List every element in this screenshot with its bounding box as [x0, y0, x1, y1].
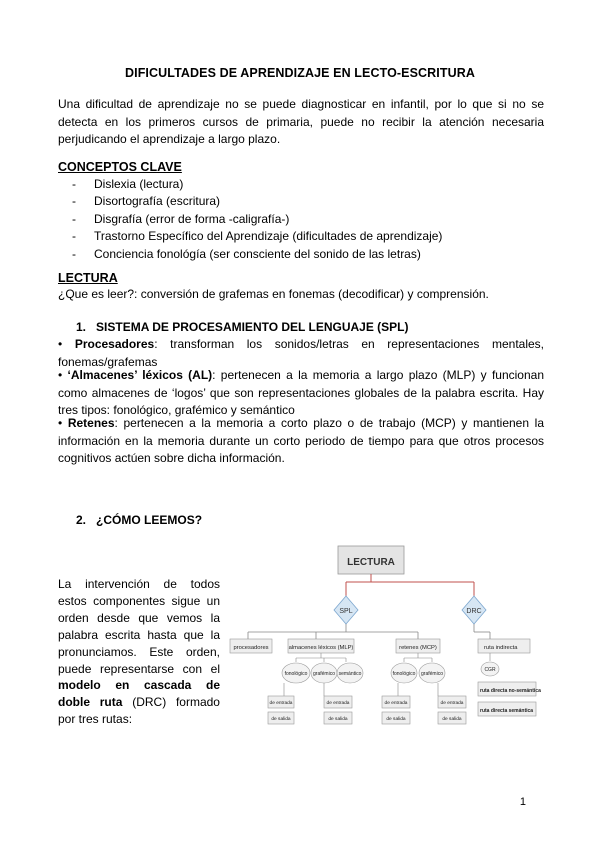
page-title: DIFICULTADES DE APRENDIZAJE EN LECTO-ESCRITURA [125, 66, 475, 80]
retenes-paragraph: • Retenes: pertenecen a la memoria a corto plazo o de trabajo (MCP) y mantienen la información en la memoria durante un corto periodo de tiempo para que otros procesos cognitivos actúen sobre dicha información. [58, 416, 544, 465]
ruta-indirecta-label: ruta indirecta [484, 645, 518, 651]
procesadores-label: procesadores [233, 645, 269, 651]
list-item: - Trastorno Específico del Aprendizaje (dificultades de aprendizaje) [72, 229, 443, 244]
section2-paragraph: La intervención de todos estos componentes sigue un orden desde que vemos la palabra escrita hasta que la pronunciamos. Este orden, puede representarse con el modelo en cascada de doble ruta (DRC) formado por tres rutas: [58, 577, 220, 727]
salida-label: de salida [386, 717, 406, 722]
ruta-semantica-label: ruta directa semántica [480, 708, 534, 714]
list-item: - Disgrafía (error de forma -caligrafía-) [72, 211, 290, 226]
salida-label: de salida [271, 717, 291, 722]
page-number: 1 [519, 796, 526, 808]
grafemico2-label: grafémico [421, 671, 443, 677]
salida-label: de salida [328, 717, 348, 722]
section1-heading: 1. SISTEMA DE PROCESAMIENTO DEL LENGUAJE (SPL) [76, 320, 409, 334]
cgr-label: CGR [484, 667, 496, 673]
salida-label: de salida [442, 717, 462, 722]
drc-label: DRC [466, 608, 482, 615]
list-item: - Disortografía (escritura) [72, 194, 221, 209]
list-item: - Conciencia fonológía (ser consciente del sonido de las letras) [72, 246, 421, 261]
concepts-heading: CONCEPTOS CLAVE [58, 160, 182, 174]
almacenes-paragraph: • ‘Almacenes’ léxicos (AL): pertenecen a la memoria a largo plazo (MLP) y funcionan como almacenes de ‘logos’ que son representaciones globales de la palabra escrita. Hay tres tipos: fonológico, grafémico y semántico [58, 368, 544, 417]
ruta-no-semantica-label: ruta directa no-semántica [480, 688, 541, 694]
lectura-question: ¿Que es leer?: conversión de grafemas en fonemas (decodificar) y comprensión. [58, 287, 489, 301]
procesadores-paragraph: • Procesadores: transforman los sonidos/letras en representaciones mentales, fonemas/grafemas [58, 337, 544, 369]
intro-paragraph: Una dificultad de aprendizaje no se puede diagnosticar en infantil, por lo que si no se detecta en los primeros cursos de primaria, puede no recibir la atención necesaria perjudicando el aprendizaje a largo plazo. [58, 97, 544, 146]
list-item: - Dislexia (lectura) [72, 177, 184, 191]
entrada-label: de entrada [269, 701, 293, 706]
spl-label: SPL [339, 608, 353, 615]
entrada-label: de entrada [326, 701, 350, 706]
concepts-list [72, 176, 442, 263]
section2-heading: 2. ¿CÓMO LEEMOS? [76, 513, 203, 527]
retenes-label: retenes (MCP) [399, 645, 437, 651]
lectura-label: LECTURA [347, 557, 395, 568]
semantico-label: semántico [338, 671, 362, 677]
lectura-heading: LECTURA [58, 271, 118, 285]
fonologico2-label: fonológico [392, 671, 416, 677]
fonologico-label: fonológico [284, 671, 308, 677]
entrada-label: de entrada [440, 701, 464, 706]
entrada-label: de entrada [384, 701, 408, 706]
almacenes-label: almacenes léxicos (MLP) [288, 645, 354, 651]
drc-diagram [228, 540, 548, 740]
grafemico-label: grafémico [313, 671, 335, 677]
